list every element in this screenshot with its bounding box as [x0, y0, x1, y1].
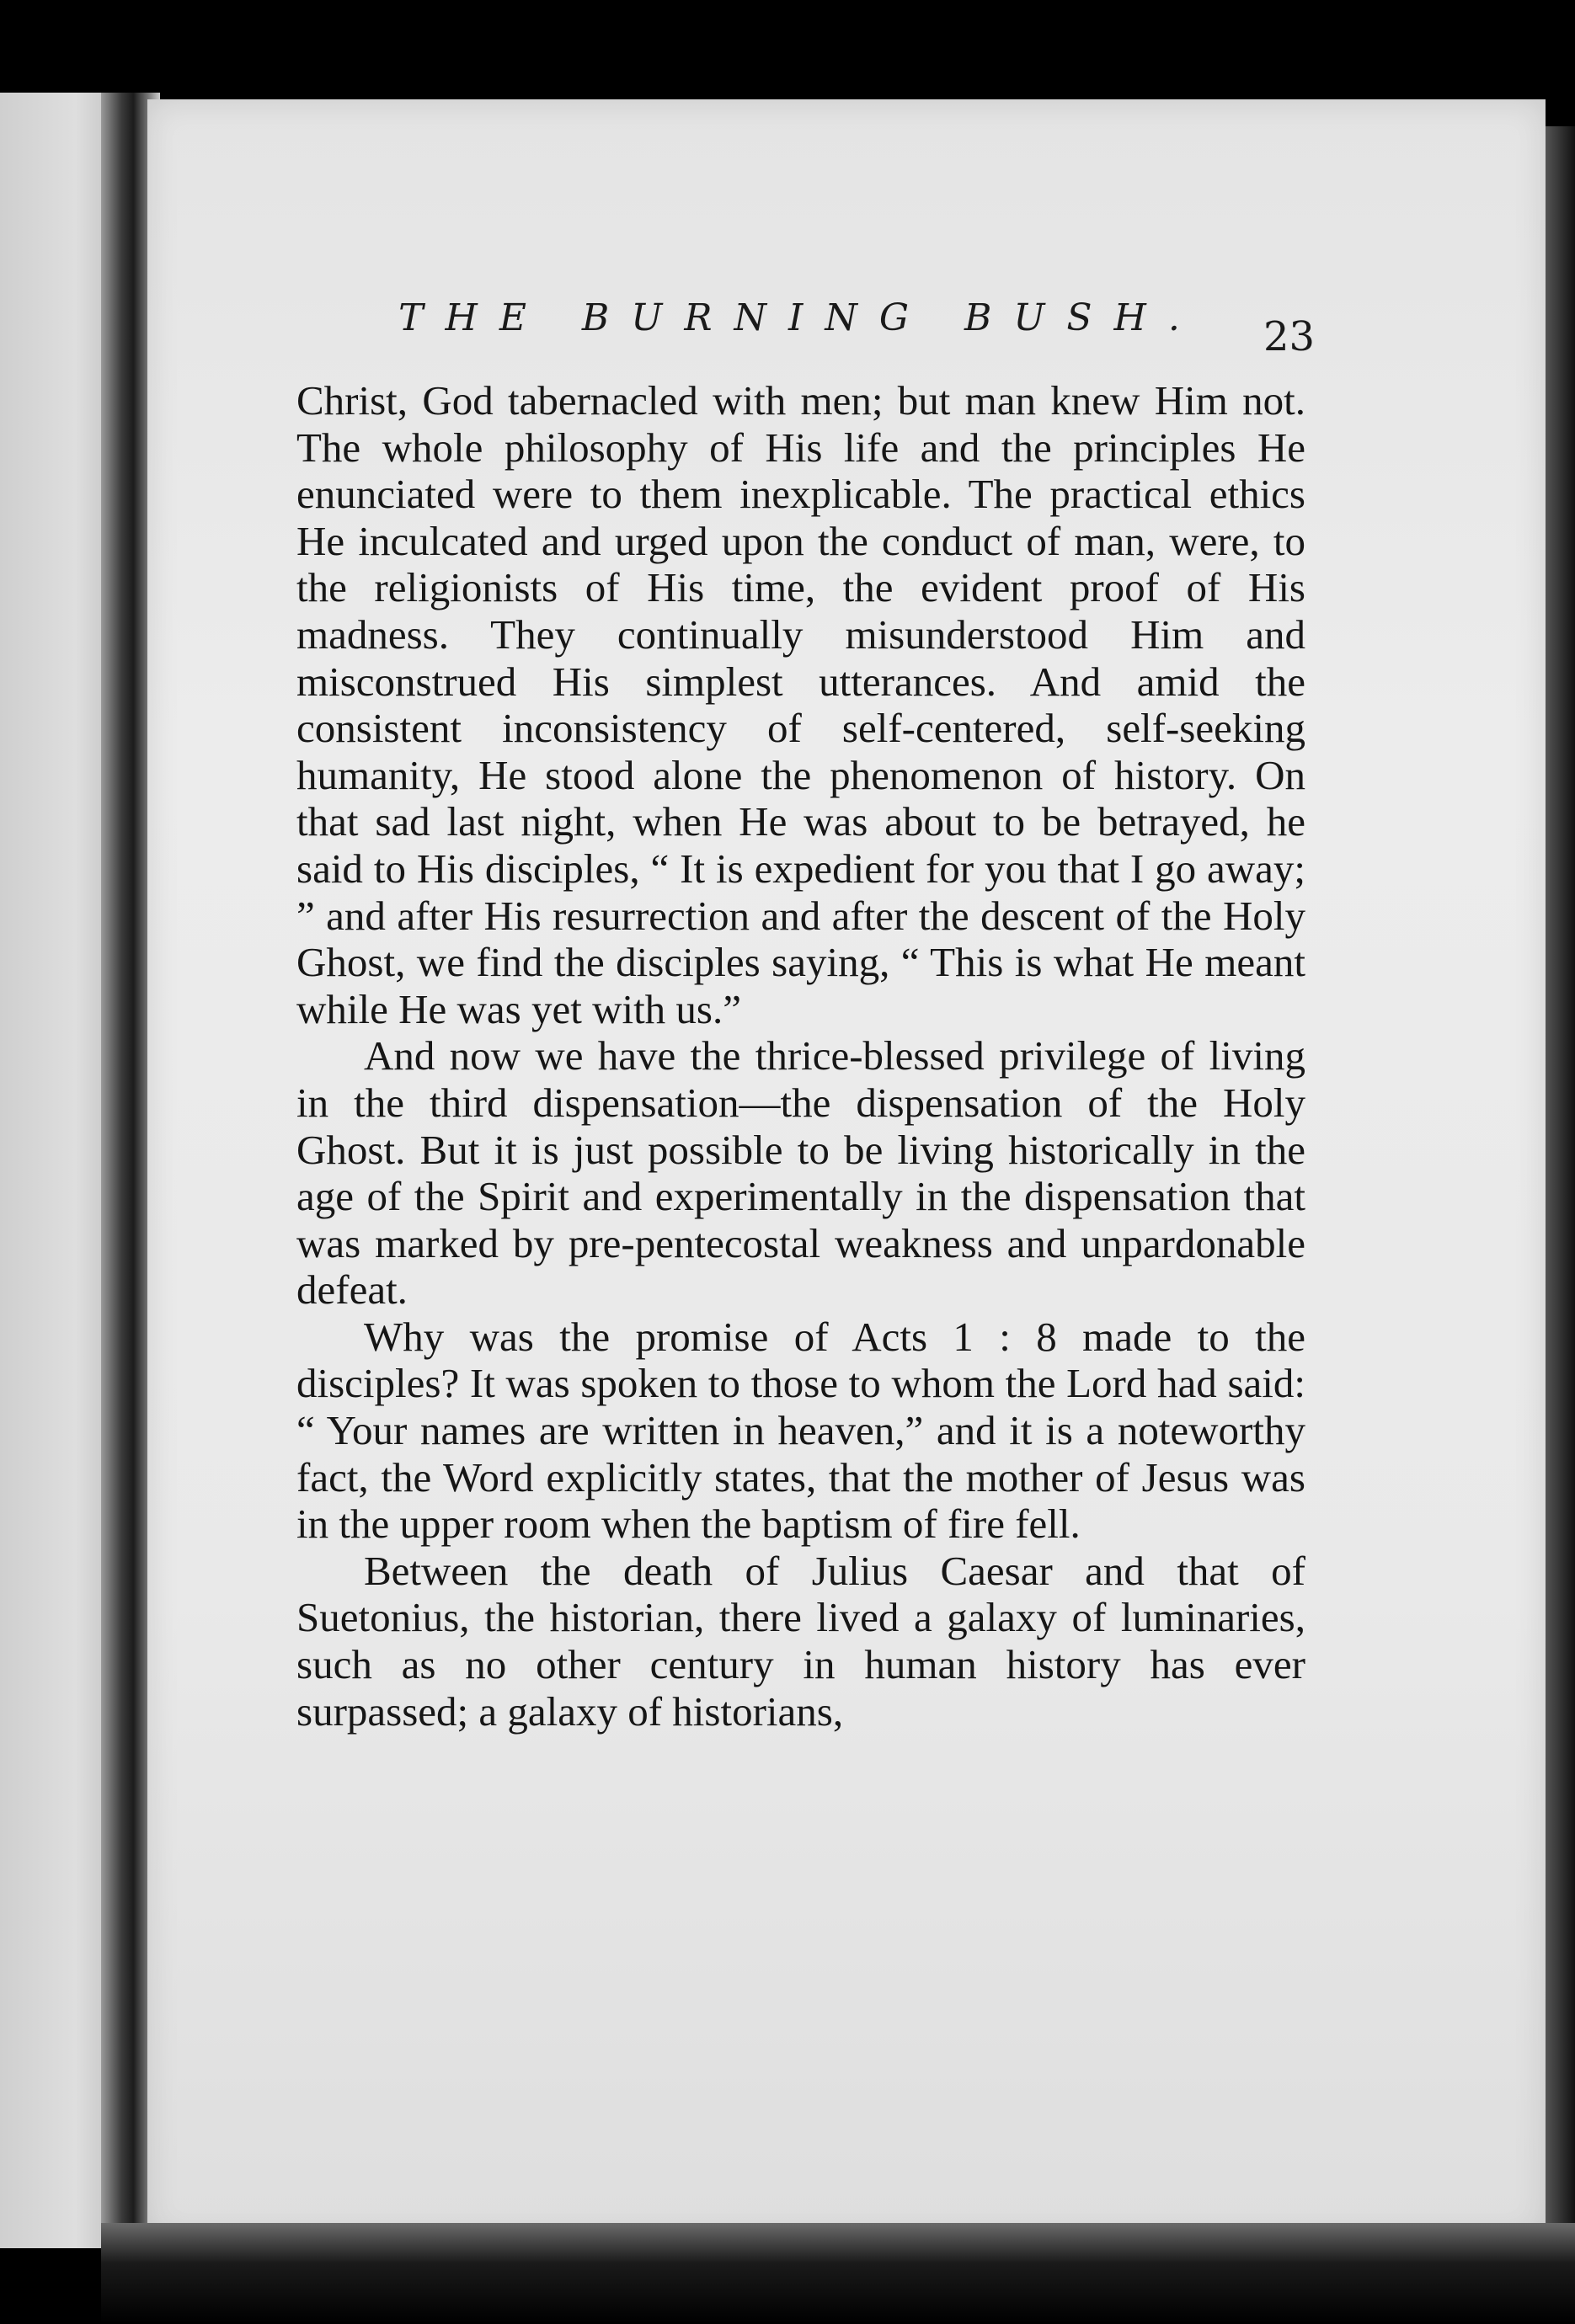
paragraph-4: Between the death of Julius Caesar and that of Suetonius, the historian, there lived a galaxy of luminaries, such as no other century in human history has ever surpassed; a galaxy of historians,	[296, 1547, 1305, 1735]
paragraph-1: Christ, God tabernacled with men; but man knew Him not. The whole philosophy of His life and the principles He enunciated were to them inexplicable. The practical ethics He inculcated and urged upon the conduct of man, were, to the religionists of His time, the evident proof of His madness. They continually misunderstood Him and misconstrued His simplest utterances. And amid the consistent inconsistency of self-centered, self-seeking humanity, He stood alone the phenomenon of history. On that sad last night, when He was about to be betrayed, he said to His disciples, “ It is expedient for you that I go away; ” and after His resurrection and after the descent of the Holy Ghost, we find the disciples saying, “ This is what He meant while He was yet with us.”	[296, 377, 1305, 1032]
right-page-edge	[1546, 126, 1575, 2240]
running-header: THE BURNING BUSH.	[398, 296, 1202, 339]
paragraph-3: Why was the promise of Acts 1 : 8 made to the disciples? It was spoken to those to whom the Lord had said: “ Your names are written in heaven,” and it is a noteworthy fact, the Word explicitly states, that the mother of Jesus was in the upper room when the baptism of fire fell.	[296, 1313, 1305, 1548]
bottom-page-edge	[101, 2223, 1575, 2324]
paragraph-2: And now we have the thrice-blessed privilege of living in the third dispensation—the dispensation of the Holy Ghost. But it is just possible to be living historically in the age of the Spirit and experimentally in the dispensation that was marked by pre-pentecostal weakness and unpardonable defeat.	[296, 1032, 1305, 1314]
body-text	[296, 377, 1305, 1735]
page-number: 23	[1263, 313, 1316, 360]
